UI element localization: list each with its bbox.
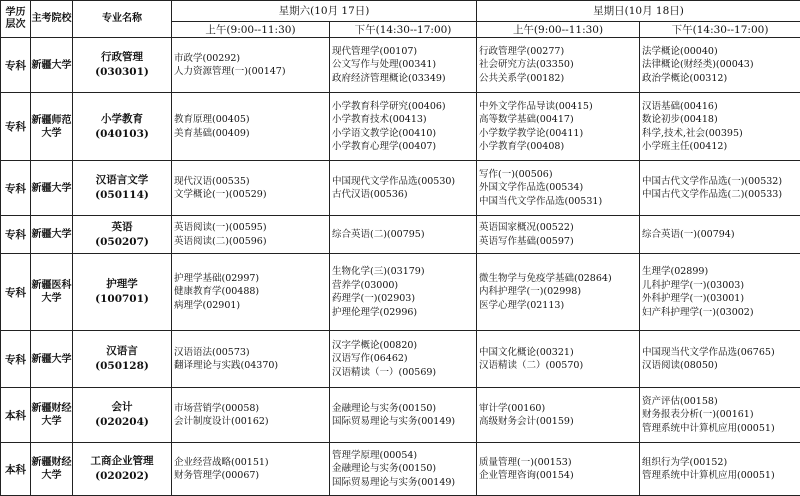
header-slot-sat-pm: 下午(14:30--17:00) <box>330 22 477 38</box>
course-cell-sun-am <box>477 443 640 496</box>
course-cell-sat-pm <box>330 93 477 161</box>
course-item: 人力资源管理(一)(00147) <box>174 65 329 79</box>
header-slot-sun-pm: 下午(14:30--17:00) <box>640 22 800 38</box>
course-cell-sun-pm <box>640 388 800 443</box>
level-cell: 专科 <box>1 331 31 388</box>
course-item: 科学,技术,社会(00395) <box>642 127 800 141</box>
course-item: 国际贸易理论与实务(00149) <box>332 476 476 490</box>
major-code: (100701) <box>73 292 171 307</box>
course-item: 财务管理学(00067) <box>174 469 329 483</box>
course-item: 政治学概论(00312) <box>642 72 800 86</box>
major-name: 汉语言 <box>73 344 171 359</box>
school-cell: 新疆大学 <box>31 38 73 93</box>
course-cell-sun-am <box>477 216 640 254</box>
major-name: 汉语言文学 <box>73 173 171 188</box>
major-code: (040103) <box>73 127 171 142</box>
course-cell-sat-am <box>172 161 330 216</box>
course-item: 翻译理论与实践(04370) <box>174 359 329 373</box>
course-item: 妇产科护理学(一)(03002) <box>642 306 800 320</box>
course-item: 中国现当代文学作品选(06765) <box>642 346 800 360</box>
course-cell-sun-am <box>477 38 640 93</box>
course-item: 汉语基础(00416) <box>642 100 800 114</box>
table-row <box>1 93 800 161</box>
course-item: 公文写作与处理(00341) <box>332 58 476 72</box>
course-item: 市场营销学(00058) <box>174 402 329 416</box>
major-cell <box>73 331 172 388</box>
course-cell-sat-am <box>172 443 330 496</box>
course-item: 汉语精读（一）(00569) <box>332 366 476 380</box>
course-item: 高等数学基础(00417) <box>479 113 639 127</box>
course-item: 外科护理学(一)(03001) <box>642 292 800 306</box>
course-item: 生物化学(三)(03179) <box>332 265 476 279</box>
course-item: 金融理论与实务(00150) <box>332 402 476 416</box>
table-row <box>1 161 800 216</box>
course-item: 美育基础(00409) <box>174 127 329 141</box>
major-cell <box>73 93 172 161</box>
course-item: 健康教育学(00488) <box>174 285 329 299</box>
course-item: 护理学基础(02997) <box>174 272 329 286</box>
course-item: 管理学原理(00054) <box>332 449 476 463</box>
course-item: 小学教育学(00408) <box>479 140 639 154</box>
school-cell: 新疆大学 <box>31 161 73 216</box>
course-item: 公共关系学(00182) <box>479 72 639 86</box>
course-item: 药理学(一)(02903) <box>332 292 476 306</box>
course-cell-sat-am <box>172 254 330 331</box>
course-item: 会计制度设计(00162) <box>174 415 329 429</box>
course-cell-sat-pm <box>330 38 477 93</box>
major-code: (050128) <box>73 359 171 374</box>
course-item: 文学概论(一)(00529) <box>174 188 329 202</box>
course-item: 审计学(00160) <box>479 402 639 416</box>
course-item: 金融理论与实务(00150) <box>332 462 476 476</box>
course-cell-sun-am <box>477 93 640 161</box>
course-item: 中国古代文学作品选(一)(00532) <box>642 175 800 189</box>
header-slot-sat-am: 上午(9:00--11:30) <box>172 22 330 38</box>
course-item: 小学班主任(00412) <box>642 140 800 154</box>
course-item: 汉语写作(06462) <box>332 352 476 366</box>
course-item: 行政管理学(00277) <box>479 45 639 59</box>
major-cell <box>73 38 172 93</box>
major-name: 行政管理 <box>73 50 171 65</box>
major-cell <box>73 161 172 216</box>
course-cell-sat-am <box>172 388 330 443</box>
level-cell: 本科 <box>1 388 31 443</box>
course-item: 质量管理(一)(00153) <box>479 456 639 470</box>
course-cell-sat-pm <box>330 388 477 443</box>
course-item: 管理系统中计算机应用(00051) <box>642 469 800 483</box>
course-item: 企业经营战略(00151) <box>174 456 329 470</box>
course-cell-sun-am <box>477 388 640 443</box>
course-cell-sun-pm <box>640 93 800 161</box>
course-item: 中国现代文学作品选(00530) <box>332 175 476 189</box>
course-item: 医学心理学(02113) <box>479 299 639 313</box>
major-code: (050114) <box>73 188 171 203</box>
course-item: 组织行为学(00152) <box>642 456 800 470</box>
major-name: 护理学 <box>73 277 171 292</box>
course-item: 中国文化概论(00321) <box>479 346 639 360</box>
header-day-saturday: 星期六(10月 17日) <box>172 1 477 22</box>
course-item: 小学数学教学论(00411) <box>479 127 639 141</box>
course-cell-sat-pm <box>330 216 477 254</box>
course-cell-sat-am <box>172 93 330 161</box>
course-item: 营养学(03000) <box>332 279 476 293</box>
course-item: 汉语语法(00573) <box>174 346 329 360</box>
course-item: 汉语阅读(08050) <box>642 359 800 373</box>
course-item: 教育原理(00405) <box>174 113 329 127</box>
major-code: (050207) <box>73 235 171 250</box>
major-code: (020202) <box>73 469 171 484</box>
course-cell-sun-pm <box>640 254 800 331</box>
course-item: 财务报表分析(一)(00161) <box>642 408 800 422</box>
course-item: 社会研究方法(03350) <box>479 58 639 72</box>
course-cell-sun-pm <box>640 216 800 254</box>
major-name: 英语 <box>73 220 171 235</box>
course-item: 现代管理学(00107) <box>332 45 476 59</box>
course-cell-sat-pm <box>330 443 477 496</box>
course-item: 企业管理咨询(00154) <box>479 469 639 483</box>
course-item: 政府经济管理概论(03349) <box>332 72 476 86</box>
school-cell: 新疆医科大学 <box>31 254 73 331</box>
course-cell-sun-am <box>477 254 640 331</box>
major-name: 会计 <box>73 400 171 415</box>
course-item: 病理学(02901) <box>174 299 329 313</box>
course-item: 汉语精读（二）(00570) <box>479 359 639 373</box>
school-cell: 新疆大学 <box>31 331 73 388</box>
table-row <box>1 254 800 331</box>
course-item: 市政学(00292) <box>174 52 329 66</box>
course-item: 中外文学作品导读(00415) <box>479 100 639 114</box>
course-item: 英语阅读(一)(00595) <box>174 221 329 235</box>
course-item: 生理学(02899) <box>642 265 800 279</box>
level-cell: 专科 <box>1 38 31 93</box>
course-item: 现代汉语(00535) <box>174 175 329 189</box>
course-item: 小学教育技术(00413) <box>332 113 476 127</box>
course-cell-sat-am <box>172 331 330 388</box>
course-item: 写作(一)(00506) <box>479 168 639 182</box>
header-slot-sun-am: 上午(9:00--11:30) <box>477 22 640 38</box>
major-cell <box>73 388 172 443</box>
course-item: 小学教育科学研究(00406) <box>332 100 476 114</box>
course-item: 中国古代文学作品选(二)(00533) <box>642 188 800 202</box>
course-item: 外国文学作品选(00534) <box>479 181 639 195</box>
course-item: 内科护理学(一)(02998) <box>479 285 639 299</box>
course-cell-sat-pm <box>330 331 477 388</box>
course-item: 英语写作基础(00597) <box>479 235 639 249</box>
course-item: 汉字学概论(00820) <box>332 339 476 353</box>
major-cell <box>73 216 172 254</box>
level-cell: 专科 <box>1 93 31 161</box>
course-item: 综合英语(一)(00794) <box>642 228 800 242</box>
course-item: 管理系统中计算机应用(00051) <box>642 422 800 436</box>
school-cell: 新疆财经大学 <box>31 388 73 443</box>
course-item: 数论初步(00418) <box>642 113 800 127</box>
level-cell: 本科 <box>1 443 31 496</box>
course-cell-sun-pm <box>640 443 800 496</box>
major-cell <box>73 254 172 331</box>
course-item: 英语阅读(二)(00596) <box>174 235 329 249</box>
major-code: (020204) <box>73 415 171 430</box>
course-cell-sun-pm <box>640 331 800 388</box>
course-item: 古代汉语(00536) <box>332 188 476 202</box>
major-cell <box>73 443 172 496</box>
major-name: 工商企业管理 <box>73 454 171 469</box>
course-cell-sun-pm <box>640 161 800 216</box>
course-cell-sat-pm <box>330 161 477 216</box>
level-cell: 专科 <box>1 216 31 254</box>
level-cell: 专科 <box>1 254 31 331</box>
course-item: 护理伦理学(02996) <box>332 306 476 320</box>
header-major: 专业名称 <box>73 1 172 38</box>
course-item: 小学教育心理学(00407) <box>332 140 476 154</box>
course-item: 法律概论(财经类)(00043) <box>642 58 800 72</box>
school-cell: 新疆财经大学 <box>31 443 73 496</box>
school-cell: 新疆大学 <box>31 216 73 254</box>
major-name: 小学教育 <box>73 112 171 127</box>
table-row <box>1 38 800 93</box>
course-item: 国际贸易理论与实务(00149) <box>332 415 476 429</box>
header-level: 学历层次 <box>1 1 31 38</box>
major-code: (030301) <box>73 65 171 80</box>
course-cell-sun-am <box>477 161 640 216</box>
course-item: 法学概论(00040) <box>642 45 800 59</box>
table-row <box>1 388 800 443</box>
course-item: 英语国家概况(00522) <box>479 221 639 235</box>
course-cell-sat-am <box>172 38 330 93</box>
header-day-sunday: 星期日(10月 18日) <box>477 1 800 22</box>
course-item: 高级财务会计(00159) <box>479 415 639 429</box>
table-row <box>1 331 800 388</box>
course-item: 小学语文教学论(00410) <box>332 127 476 141</box>
header-school: 主考院校 <box>31 1 73 38</box>
course-item: 中国当代文学作品选(00531) <box>479 195 639 209</box>
school-cell: 新疆师范大学 <box>31 93 73 161</box>
course-cell-sat-am <box>172 216 330 254</box>
table-row <box>1 443 800 496</box>
level-cell: 专科 <box>1 161 31 216</box>
course-item: 微生物学与免疫学基础(02864) <box>479 272 639 286</box>
table-row <box>1 216 800 254</box>
header-row-days <box>1 1 800 22</box>
course-cell-sun-am <box>477 331 640 388</box>
course-item: 资产评估(00158) <box>642 395 800 409</box>
course-item: 综合英语(二)(00795) <box>332 228 476 242</box>
course-cell-sat-pm <box>330 254 477 331</box>
course-item: 儿科护理学(一)(03003) <box>642 279 800 293</box>
course-cell-sun-pm <box>640 38 800 93</box>
